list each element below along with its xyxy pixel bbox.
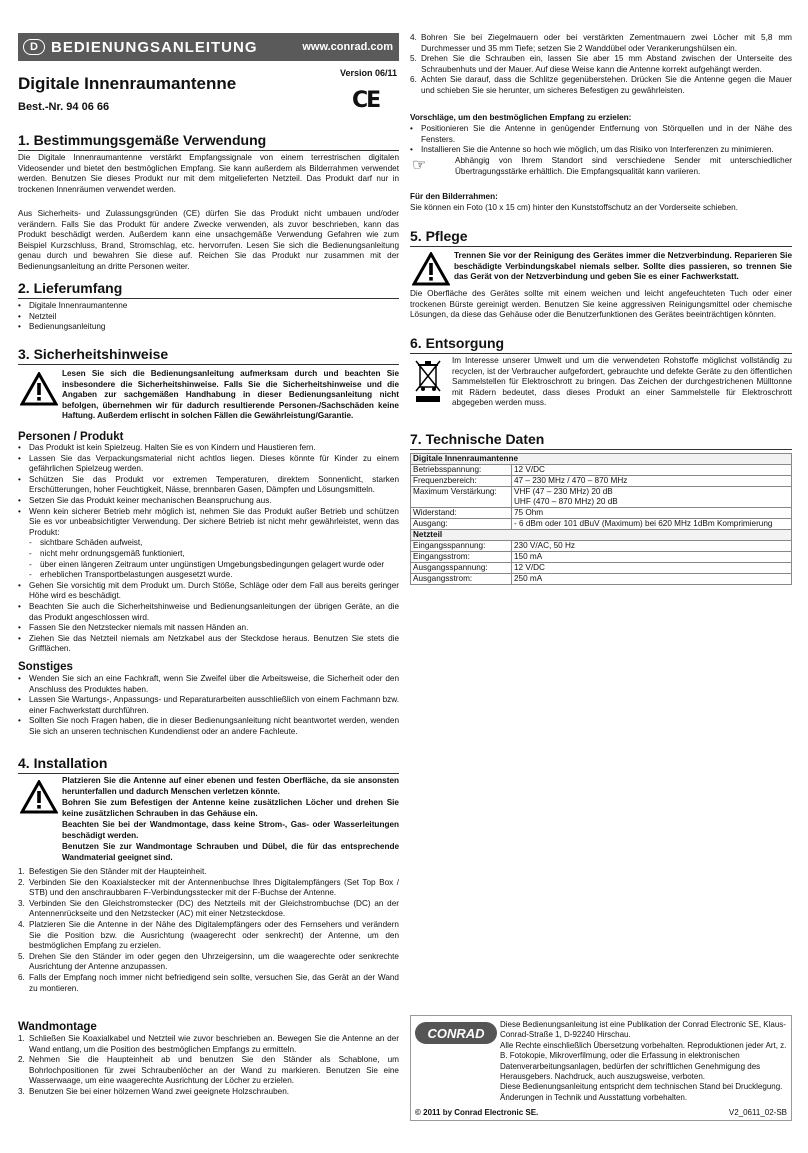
imprint-box: [410, 1015, 792, 1121]
subheading-personen-produkt: Personen / Produkt: [18, 431, 124, 443]
list-item: • Positionieren Sie die Antenne in genügender Entfernung von Störquellen und in der Nähe des Fensters.: [410, 124, 792, 145]
table-row: Betriebsspannung: 12 V/DC: [411, 465, 792, 476]
table-row: Netzteil: [411, 530, 792, 541]
list-item: • Wenn kein sicherer Betrieb mehr möglich ist, nehmen Sie das Produkt außer Betrieb und schützen Sie es vor unbeabsichtigter Verwendung. Der sichere Betrieb ist nicht mehr gewährleistet, wenn das Produkt:: [18, 507, 399, 539]
section-1-heading: 1. Bestimmungsgemäße Verwendung: [18, 132, 399, 151]
section-2-heading: 2. Lieferumfang: [18, 280, 399, 299]
s5-warning-text: Trennen Sie vor der Reinigung des Gerätes immer die Netzverbindung. Reparieren Sie beschädigte Verbindungskabel niemals selber. Sollte dies passieren, so trennen Sie das Gerät von der Netzverbindung und geben Sie es einer Fachwerkstatt.: [454, 251, 792, 282]
list-item: - erheblichen Transportbelastungen ausgesetzt wurde.: [18, 570, 399, 581]
table-row: Ausgangsspannung: 12 V/DC: [411, 563, 792, 574]
list-item: • Bedienungsanleitung: [18, 322, 399, 333]
list-item: • Fassen Sie den Netzstecker niemals mit nassen Händen an.: [18, 623, 399, 634]
list-item: • Lassen Sie das Verpackungsmaterial nicht achtlos liegen. Dieses könnte für Kinder zu einem gefährlichen Spielzeug werden.: [18, 454, 399, 475]
warning-triangle-icon: [20, 780, 58, 814]
list-item: 1. Schließen Sie Koaxialkabel und Netzteil wie zuvor beschrieben an. Bewegen Sie die Antenne an der Wand entlang, um die Position des bestmöglichen Empfangs zu ermitteln.: [18, 1034, 399, 1054]
list-item: 2. Verbinden Sie den Koaxialstecker mit der Antennenbuchse Ihres Digitalempfängers (Set Top Box / STB) und den anschraubbaren F-Verbindungsstecker mit der F-Buchse der Antenne.: [18, 877, 399, 898]
ce-mark-icon: CE: [352, 88, 380, 113]
s1-paragraph-2: Aus Sicherheits- und Zulassungsgründen (CE) dürfen Sie das Produkt nicht umbauen und/oder verändern. Falls Sie das Produkt für andere Zwecke verwenden, als zuvor beschrieben, kann das Produkt beschädigt werden. Außerdem kann eine unsachgemäße Verwendung Gefahren wie zum Beispiel Kurzschluss, Brand, Stromschlag, etc. hervorrufen. Lesen Sie sich die Bedienungsanleitung genau durch und bewahren Sie diese auf. Reichen Sie das Produkt nur zusammen mit der Bedienungsanleitung an dritte Personen weiter.: [18, 209, 399, 271]
s1-paragraph-1: Die Digitale Innenraumantenne verstärkt Empfangssignale von einem terrestrischen digitalen Videosender und bietet den bestmöglichen Empfang. Sie kann außerdem als Bilderrahmen verwendet werden. Benutzen Sie dieses Produkt nur mit dem mitgelieferten Netzteil. Das Produkt darf nur in trockenen Innenräumen verwendet werden.: [18, 153, 399, 194]
section-6-heading: 6. Entsorgung: [410, 335, 792, 354]
s6-disposal-text: Im Interesse unserer Umwelt und um die verwendeten Rohstoffe möglichst vollständig zu recyclen, ist der Verbraucher aufgefordert, gebrauchte und defekte Geräte zu den öffentlichen Sammelstellen für Elektroschrott zu bringen. Das Zeichen der durchgestrichenen Mülltonne mit Rädern bedeutet, dass dieses Produkt an einer Sammelstelle für Elektroschrott abgegeben werden muss.: [452, 356, 792, 408]
list-item: • Ziehen Sie das Netzteil niemals am Netzkabel aus der Steckdose heraus. Benutzen Sie stets die Grifflächen.: [18, 634, 399, 655]
crossed-out-bin-icon: [413, 357, 443, 403]
list-item: • Installieren Sie die Antenne so hoch wie möglich, um das Risiko von Interferenzen zu minimieren.: [410, 145, 792, 156]
table-row: Digitale Innenraumantenne: [411, 454, 792, 465]
frame-title: Für den Bilderrahmen:: [410, 192, 498, 201]
tips-title: Vorschläge, um den bestmöglichen Empfang zu erzielen:: [410, 113, 632, 122]
table-row: Eingangsspannung: 230 V/AC, 50 Hz: [411, 541, 792, 552]
list-item: • Netzteil: [18, 312, 399, 323]
version-label: Version 06/11: [340, 68, 398, 78]
copyright: © 2011 by Conrad Electronic SE.: [415, 1108, 539, 1117]
conrad-d-logo-icon: D: [23, 39, 45, 55]
list-item: - über einen längeren Zeitraum unter ungünstigen Umgebungsbedingungen gelagert wurde oder: [18, 560, 399, 571]
list-item: • Gehen Sie vorsichtig mit dem Produkt um. Durch Stöße, Schläge oder dem Fall aus bereits geringer Höhe wird es beschädigt.: [18, 581, 399, 602]
warning-triangle-icon: [20, 372, 58, 406]
page-title: Digitale Innenraumantenne: [18, 74, 237, 93]
warning-triangle-icon: [412, 252, 450, 286]
safety-list-2: [18, 674, 399, 738]
list-item: • Digitale Innenraumantenne: [18, 301, 399, 312]
list-item: • Beachten Sie auch die Sicherheitshinweise und Bedienungsanleitungen der übrigen Geräte, an die das Produkt angeschlossen wird.: [18, 602, 399, 623]
s4-warning-3: Beachten Sie bei der Wandmontage, dass keine Strom-, Gas- oder Wasserleitungen beschädigt werden.: [62, 820, 399, 840]
list-item: • Setzen Sie das Produkt keiner mechanischen Beanspruchung aus.: [18, 496, 399, 507]
list-item: • Das Produkt ist kein Spielzeug. Halten Sie es von Kindern und Haustieren fern.: [18, 443, 399, 454]
s3-warning-text: Lesen Sie sich die Bedienungsanleitung aufmerksam durch und beachten Sie insbesondere die Sicherheitshinweise. Falls Sie die Sicherheitshinweise und die Angaben zur sachgemäßen Handhabung in dieser Bedienungsanleitung nicht befolgen, übernehmen wir für dadurch resultierende Personen-/Sachschäden keine Haftung. Außerdem erlischt in solchen Fällen die Gewährleistung/Garantie.: [62, 369, 399, 421]
list-item: 4. Platzieren Sie die Antenne in der Nähe des Digitalempfängers oder des Fernsehers und verändern Sie die Position bzw. die Ausrichtung (waagerecht oder senkrecht) der Antenne, um den bestmöglichen Empfang zu erzielen.: [18, 919, 399, 951]
section-3-heading: 3. Sicherheitshinweise: [18, 346, 399, 365]
list-item: 1. Befestigen Sie den Ständer mit der Haupteinheit.: [18, 867, 207, 876]
order-number: Best.-Nr. 94 06 66: [18, 101, 110, 113]
list-item: • Sollten Sie noch Fragen haben, die in dieser Bedienungsanleitung nicht beantwortet werden, wenden Sie sich an unseren technischen Kundendienst oder an andere Fachleute.: [18, 716, 399, 737]
section-4-heading: 4. Installation: [18, 755, 399, 774]
frame-text: Sie können ein Foto (10 x 15 cm) hinter den Kunststoffschutz an der Vorderseite schieben.: [410, 203, 738, 212]
conrad-logo: CONRAD: [415, 1022, 497, 1044]
table-row: Maximum Verstärkung: VHF (47 – 230 MHz) 20 dB UHF (470 – 870 MHz) 20 dB: [411, 487, 792, 508]
list-item: - nicht mehr ordnungsgemäß funktioniert,: [18, 549, 399, 560]
delivery-list: [18, 301, 399, 333]
banner-url[interactable]: www.conrad.com: [302, 41, 393, 53]
document-code: V2_0611_02-SB: [728, 1108, 787, 1117]
section-7-heading: 7. Technische Daten: [410, 431, 792, 450]
s4-warning-4: Benutzen Sie zur Wandmontage Schrauben und Dübel, die für das entsprechende Wandmaterial geeignet sind.: [62, 842, 399, 862]
list-item: 6. Falls der Empfang noch immer nicht befriedigend sein sollte, versuchen Sie, das Gerät an der Wand zu montieren.: [18, 972, 399, 993]
header-banner: [18, 33, 399, 61]
s5-care-text: Die Oberfläche des Gerätes sollte mit einem weichen und leicht angefeuchteten Tuch oder einer trockenen Bürste gereinigt werden. Benutzen Sie keine aggressiven Reinigungsmittel oder chemische Lösungen, da diese das Gehäuse oder die Benutzerfunktionen des Gerätes beeinträchtigen könnten.: [410, 289, 792, 320]
imprint-text: Diese Bedienungsanleitung ist eine Publikation der Conrad Electronic SE, Klaus-Conrad-Straße 1, D-92240 Hirschau. Alle Rechte einschließlich Übersetzung vorbehalten. Reproduktionen jeder Art, z. B. Fotokopie, Mikroverfilmung, oder die Erfassung in elektronischen Datenverarbeitungsanlagen, bedürfen der schriftlichen Genehmigung des Herausgebers. Nachdruck, auch auszugsweise, verboten. Diese Bedienungsanleitung entspricht dem technischen Stand bei Drucklegung. Änderungen in Technik und Ausstattung vorbehalten.: [500, 1020, 787, 1102]
wall-mount-steps-right: [410, 33, 792, 97]
table-row: Frequenzbereich: 47 – 230 MHz / 470 – 870 MHz: [411, 476, 792, 487]
tech-data-table: [410, 453, 792, 585]
pointing-hand-icon: ☞: [412, 157, 427, 174]
list-item: 5. Drehen Sie die Schrauben ein, lassen Sie aber 15 mm Abstand zwischen der Unterseite des Schraubenhuts und der Mauer. Auf diese Weise kann die Antenne korrekt aufgehängt werden.: [410, 54, 792, 74]
table-row: Eingangsstrom: 150 mA: [411, 552, 792, 563]
wall-mount-steps-left: [18, 1034, 399, 1098]
table-row: Ausgangsstrom: 250 mA: [411, 574, 792, 585]
list-item: 3. Benutzen Sie bei einer hölzernen Wand zwei geeignete Holzschrauben.: [18, 1086, 290, 1096]
list-item: 6. Achten Sie darauf, dass die Schlitze gegenüberstehen. Drücken Sie die Antenne gegen die Mauer und schieben Sie sie herunter, um sicheres Befestigen zu gewährleisten.: [410, 75, 792, 95]
section-5-heading: 5. Pflege: [410, 228, 792, 247]
list-item: • Wenden Sie sich an eine Fachkraft, wenn Sie Zweifel über die Arbeitsweise, die Sicherheit oder den Anschluss des Produktes haben.: [18, 674, 399, 695]
table-row: Widerstand: 75 Ohm: [411, 508, 792, 519]
list-item: 3. Verbinden Sie den Gleichstromstecker (DC) des Netzteils mit der Gleichstrombuchse (DC) an der Antennenrückseite und den Netzstecker (AC) mit einer Netzsteckdose.: [18, 898, 399, 919]
reception-note: Abhängig von Ihrem Standort sind verschiedene Sender mit unterschiedlicher Übertragungsstärke erhältlich. Die Empfangsqualität kann variieren.: [455, 156, 792, 176]
subheading-wandmontage: Wandmontage: [18, 1021, 97, 1033]
list-item: - sichtbare Schäden aufweist,: [18, 538, 399, 549]
list-item: 4. Bohren Sie bei Ziegelmauern oder bei verstärkten Zementmauern zwei Löcher mit 5,8 mm Durchmesser und 35 mm Tiefe; setzen Sie 2 Wanddübel oder Verankerungshülsen ein.: [410, 33, 792, 53]
s4-warning-1: Platzieren Sie die Antenne auf einer ebenen und festen Oberfläche, da sie ansonsten herunterfallen und dadurch Menschen verletzen könnte.: [62, 776, 399, 796]
tips-list: [410, 124, 792, 156]
list-item: 2. Nehmen Sie die Haupteinheit ab und benutzen Sie den Ständer als Schablone, um Bohrlochpositionen für zwei Schraubenlöcher an der Wand zu markieren. Benutzen Sie eine Wasserwaage, um eine waagerechte Ausrichtung der Löcher zu erzielen.: [18, 1055, 399, 1086]
safety-list-1: [18, 443, 399, 655]
installation-steps: [18, 867, 399, 994]
table-row: Ausgang: - 6 dBm oder 101 dBuV (Maximum) bei 620 MHz 1dBm Komprimierung: [411, 519, 792, 530]
list-item: • Schützen Sie das Produkt vor extremen Temperaturen, direktem Sonnenlicht, starken Erschütterungen, hoher Feuchtigkeit, Nässe, brennbaren Gasen, Dämpfen und Lösungsmitteln.: [18, 475, 399, 496]
s4-warning-2: Bohren Sie zum Befestigen der Antenne keine zusätzlichen Löcher und drehen Sie keine zusätzlichen Schrauben in das Gehäuse ein.: [62, 798, 399, 818]
list-item: 5. Drehen Sie den Ständer im oder gegen den Uhrzeigersinn, um die waagerechte oder senkrechte Ausrichtung der Antenne anzupassen.: [18, 951, 399, 972]
banner-title: BEDIENUNGSANLEITUNG: [51, 38, 258, 56]
subheading-sonstiges: Sonstiges: [18, 661, 73, 673]
list-item: • Lassen Sie Wartungs-, Anpassungs- und Reparaturarbeiten ausschließlich von einem Fachmann bzw. einer Fachwerkstatt durchführen.: [18, 695, 399, 716]
